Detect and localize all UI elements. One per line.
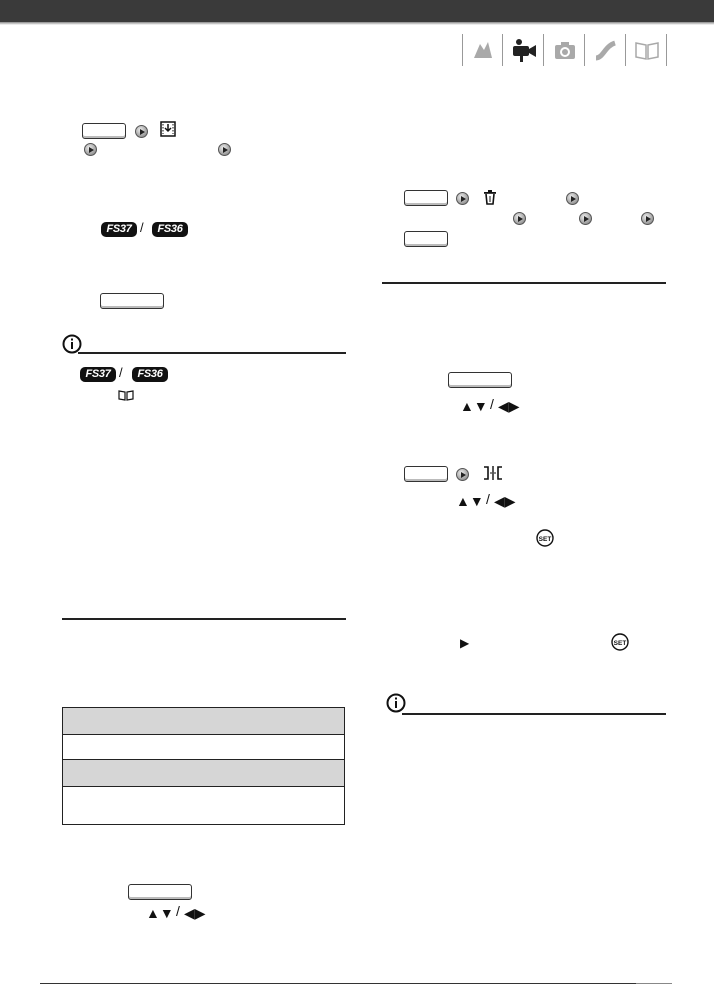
dpad-vertical-icon: ▲▼ [456, 493, 484, 509]
model-badge-fs37: FS37 [80, 367, 116, 382]
func-button-graphic [404, 466, 448, 482]
additional-info-tab[interactable] [627, 34, 667, 66]
menu-button-graphic [100, 293, 164, 309]
video-camera-icon [510, 37, 538, 63]
menu-button-graphic [448, 372, 512, 388]
note-divider [402, 713, 666, 715]
next-step-arrow [84, 143, 97, 156]
svg-text:SET: SET [613, 640, 627, 647]
introduction-icon [470, 38, 496, 62]
func-button-graphic [404, 231, 448, 247]
next-step-arrow [579, 212, 592, 225]
slash-separator: / [486, 491, 490, 507]
info-icon [386, 693, 406, 713]
set-button-icon [536, 529, 554, 547]
cable-icon [593, 38, 619, 62]
image-mix-icon [160, 121, 176, 137]
footer-rule-end [636, 983, 672, 984]
next-step-arrow [566, 192, 579, 205]
photos-tab[interactable] [545, 34, 585, 66]
func-button-graphic [82, 123, 126, 139]
model-badge-fs36: FS36 [152, 222, 188, 237]
set-button-icon [611, 633, 629, 651]
header-bar [0, 0, 714, 22]
info-icon [62, 334, 82, 354]
model-badge-fs36: FS36 [132, 367, 168, 382]
header-bar-shadow [0, 22, 714, 25]
model-badge-fs37: FS37 [101, 222, 137, 237]
model-separator: / [119, 365, 123, 380]
slash-separator: / [176, 903, 180, 919]
svg-text:SET: SET [538, 536, 552, 543]
dpad-vertical-icon: ▲▼ [146, 905, 174, 921]
divide-scene-icon [482, 465, 504, 481]
next-step-arrow [456, 192, 469, 205]
next-step-arrow [218, 143, 231, 156]
dpad-horizontal-icon: ◀▶ [184, 905, 206, 921]
dpad-horizontal-icon: ◀▶ [498, 398, 520, 414]
dpad-horizontal-icon: ◀▶ [494, 493, 516, 509]
dpad-vertical-icon: ▲▼ [460, 398, 488, 414]
book-icon [633, 38, 661, 62]
section-divider [62, 618, 346, 620]
introduction-tab[interactable] [462, 34, 503, 66]
table-header-row [63, 759, 344, 787]
footer-rule [40, 983, 636, 984]
camera-icon [552, 38, 578, 62]
slash-separator: / [490, 396, 494, 412]
next-step-arrow [135, 125, 148, 138]
menu-button-graphic [128, 884, 192, 900]
func-button-graphic [404, 190, 448, 206]
model-separator: / [140, 220, 144, 235]
options-table [62, 707, 345, 825]
trash-icon [482, 189, 498, 205]
section-tabs [462, 34, 668, 70]
play-icon: ▶ [460, 636, 470, 650]
section-divider [382, 282, 666, 284]
next-step-arrow [641, 212, 654, 225]
external-connections-tab[interactable] [586, 34, 626, 66]
book-reference-icon [117, 388, 135, 402]
note-divider [78, 352, 346, 354]
table-header-row [63, 708, 344, 735]
next-step-arrow [456, 468, 469, 481]
next-step-arrow [513, 212, 526, 225]
movies-tab[interactable] [504, 34, 544, 66]
